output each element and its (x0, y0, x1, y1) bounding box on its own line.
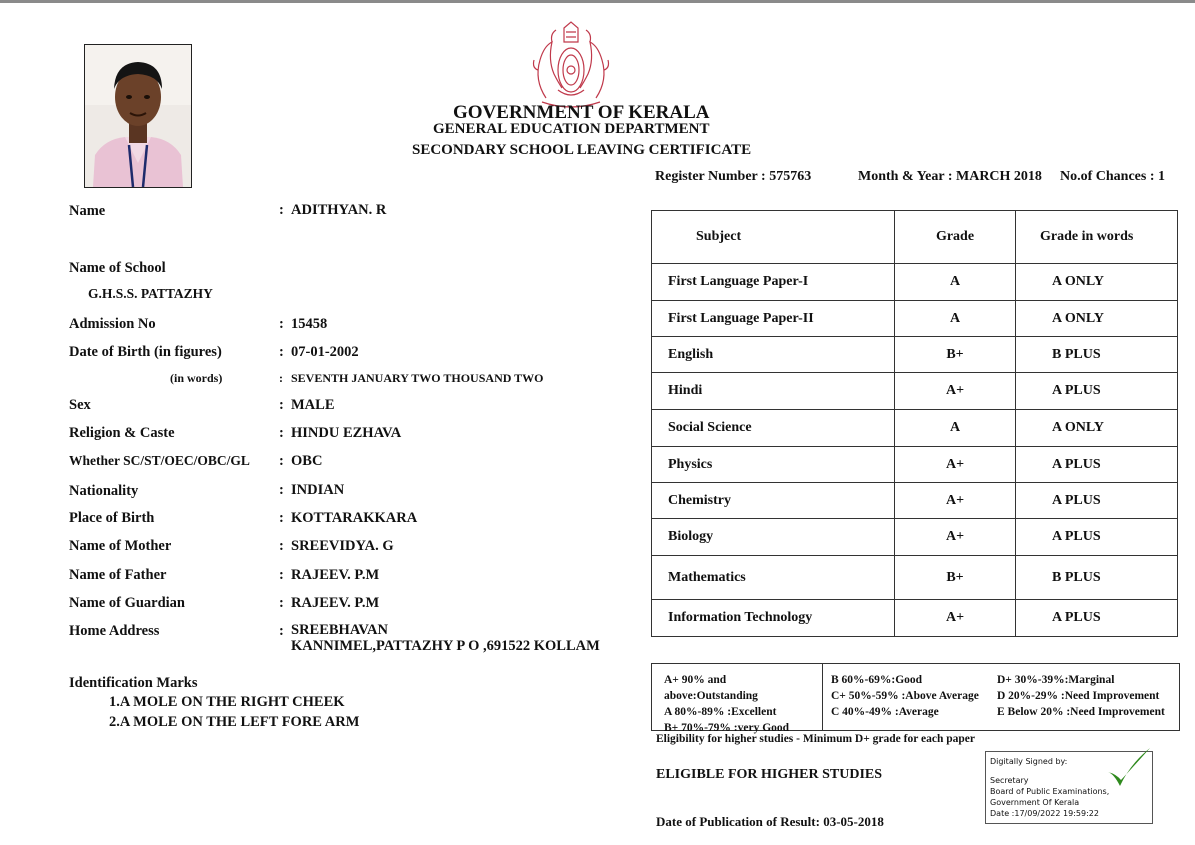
guardian-value: RAJEEV. P.M (291, 595, 380, 611)
grade-words-cell: A PLUS (1016, 447, 1178, 483)
header-subject: Subject (652, 211, 895, 264)
identification-mark-2: 2.A MOLE ON THE LEFT FORE ARM (109, 714, 360, 730)
father-label: Name of Father (69, 567, 167, 583)
colon: : (279, 482, 284, 498)
signature-line-4: Government Of Kerala (990, 798, 1080, 807)
legend-column-3 (983, 664, 1179, 730)
sex-value: MALE (291, 397, 335, 413)
grade-cell: A (895, 301, 1016, 337)
grade-cell: B+ (895, 556, 1016, 600)
signature-line-3: Board of Public Examinations, (990, 787, 1110, 796)
publication-label: Date of Publication of Result: (656, 814, 820, 829)
subject-cell: First Language Paper-I (652, 264, 895, 301)
colon: : (279, 371, 283, 385)
grade-cell: A (895, 264, 1016, 301)
register-value: 575763 (769, 169, 812, 184)
birthplace-label: Place of Birth (69, 510, 155, 526)
admission-value: 15458 (291, 316, 328, 332)
legend-item: D 20%-29% :Need Improvement (997, 690, 1160, 702)
legend-item: D+ 30%-39%:Marginal (997, 674, 1115, 686)
name-value: ADITHYAN. R (291, 202, 387, 218)
grade-words-cell: B PLUS (1016, 337, 1178, 373)
school-label: Name of School (69, 260, 166, 276)
grade-cell: A+ (895, 519, 1016, 556)
subject-cell: Physics (652, 447, 895, 483)
school-value: G.H.S.S. PATTAZHY (88, 286, 213, 301)
eligibility-status: ELIGIBLE FOR HIGHER STUDIES (656, 767, 883, 782)
colon: : (279, 510, 284, 526)
legend-item: B+ 70%-79% :very Good (664, 722, 790, 734)
signature-line-2: Secretary (990, 776, 1029, 785)
subject-cell: Chemistry (652, 483, 895, 519)
table-row (652, 410, 1178, 447)
grade-words-cell: A ONLY (1016, 410, 1178, 447)
colon: : (279, 316, 284, 332)
table-row (652, 373, 1178, 410)
grade-words-cell: A PLUS (1016, 373, 1178, 410)
grade-words-cell: A PLUS (1016, 519, 1178, 556)
grade-cell: B+ (895, 337, 1016, 373)
category-label: Whether SC/ST/OEC/OBC/GL (69, 453, 250, 468)
sex-label: Sex (69, 397, 91, 413)
eligibility-note: Eligibility for higher studies - Minimum D+ grade for each paper (656, 733, 975, 745)
register-label: Register Number : (655, 169, 766, 184)
grade-cell: A+ (895, 373, 1016, 410)
table-row (652, 483, 1178, 519)
chances-label: No.of Chances : (1060, 169, 1155, 184)
dob-words-value: SEVENTH JANUARY TWO THOUSAND TWO (291, 371, 544, 385)
grade-cell: A (895, 410, 1016, 447)
publication-date (656, 814, 884, 830)
legend-item: A+ 90% and above:Outstanding (664, 674, 758, 702)
legend-item: A 80%-89% :Excellent (664, 706, 777, 718)
table-header-row (652, 211, 1178, 264)
nationality-label: Nationality (69, 483, 139, 499)
mother-label: Name of Mother (69, 538, 172, 554)
register-number (655, 169, 811, 185)
subject-cell: Information Technology (652, 600, 895, 637)
month-year (858, 169, 1042, 185)
legend-column-2 (823, 664, 983, 730)
colon: : (279, 425, 284, 441)
legend-item: B 60%-69%:Good (831, 674, 923, 686)
religion-label: Religion & Caste (69, 425, 175, 441)
grade-words-cell: B PLUS (1016, 556, 1178, 600)
government-title: GOVERNMENT OF KERALA (453, 102, 710, 123)
certificate-title: SECONDARY SCHOOL LEAVING CERTIFICATE (412, 142, 752, 158)
table-row (652, 556, 1178, 600)
grade-cell: A+ (895, 483, 1016, 519)
mother-value: SREEVIDYA. G (291, 538, 394, 554)
subject-cell: Biology (652, 519, 895, 556)
subject-cell: Social Science (652, 410, 895, 447)
identification-label: Identification Marks (69, 675, 198, 691)
dob-label: Date of Birth (in figures) (69, 344, 222, 360)
birthplace-value: KOTTARAKKARA (291, 510, 418, 526)
colon: : (279, 538, 284, 554)
grade-words-cell: A PLUS (1016, 600, 1178, 637)
colon: : (279, 453, 284, 469)
table-row (652, 447, 1178, 483)
admission-label: Admission No (69, 316, 156, 332)
table-row (652, 264, 1178, 301)
header-grade: Grade (895, 211, 1016, 264)
signature-line-1: Digitally Signed by: (990, 757, 1068, 766)
address-line-2: KANNIMEL,PATTAZHY P O ,691522 KOLLAM (291, 638, 600, 654)
digital-signature (985, 751, 1153, 824)
subject-cell: Mathematics (652, 556, 895, 600)
name-label: Name (69, 203, 106, 219)
grade-words-cell: A ONLY (1016, 301, 1178, 337)
identification-mark-1: 1.A MOLE ON THE RIGHT CHEEK (109, 694, 345, 710)
legend-column-1 (652, 664, 823, 734)
colon: : (279, 567, 284, 583)
dob-value: 07-01-2002 (291, 344, 359, 360)
address-line-1: SREEBHAVAN (291, 622, 388, 638)
subject-cell: First Language Paper-II (652, 301, 895, 337)
header-grade-in-words: Grade in words (1016, 211, 1178, 264)
grade-legend (651, 663, 1180, 734)
father-value: RAJEEV. P.M (291, 567, 380, 583)
grade-cell: A+ (895, 600, 1016, 637)
nationality-value: INDIAN (291, 482, 345, 498)
month-label: Month & Year : (858, 169, 953, 184)
chances-value: 1 (1158, 169, 1165, 184)
subject-cell: Hindi (652, 373, 895, 410)
legend-item: C+ 50%-59% :Above Average (831, 690, 979, 702)
legend-item: E Below 20% :Need Improvement (997, 706, 1165, 718)
guardian-label: Name of Guardian (69, 595, 185, 611)
month-value: MARCH 2018 (956, 169, 1042, 184)
publication-value: 03-05-2018 (823, 814, 884, 829)
colon: : (279, 595, 284, 611)
address-label: Home Address (69, 623, 160, 639)
table-row (652, 600, 1178, 637)
colon: : (279, 344, 284, 360)
checkmark-icon (1104, 744, 1154, 794)
table-row (652, 519, 1178, 556)
colon: : (279, 202, 284, 218)
category-value: OBC (291, 453, 323, 469)
student-photo (84, 44, 192, 188)
grade-words-cell: A ONLY (1016, 264, 1178, 301)
signature-line-5: Date :17/09/2022 19:59:22 (990, 809, 1099, 818)
colon: : (279, 623, 284, 639)
colon: : (279, 397, 284, 413)
grade-words-cell: A PLUS (1016, 483, 1178, 519)
table-row (652, 337, 1178, 373)
department-title: GENERAL EDUCATION DEPARTMENT (433, 121, 710, 137)
table-row (652, 301, 1178, 337)
chances (1060, 169, 1165, 185)
legend-item: C 40%-49% :Average (831, 706, 939, 718)
subject-cell: English (652, 337, 895, 373)
dob-words-label: (in words) (170, 371, 223, 385)
grades-table (651, 210, 1178, 637)
top-border (0, 0, 1195, 3)
grade-cell: A+ (895, 447, 1016, 483)
religion-value: HINDU EZHAVA (291, 425, 402, 441)
